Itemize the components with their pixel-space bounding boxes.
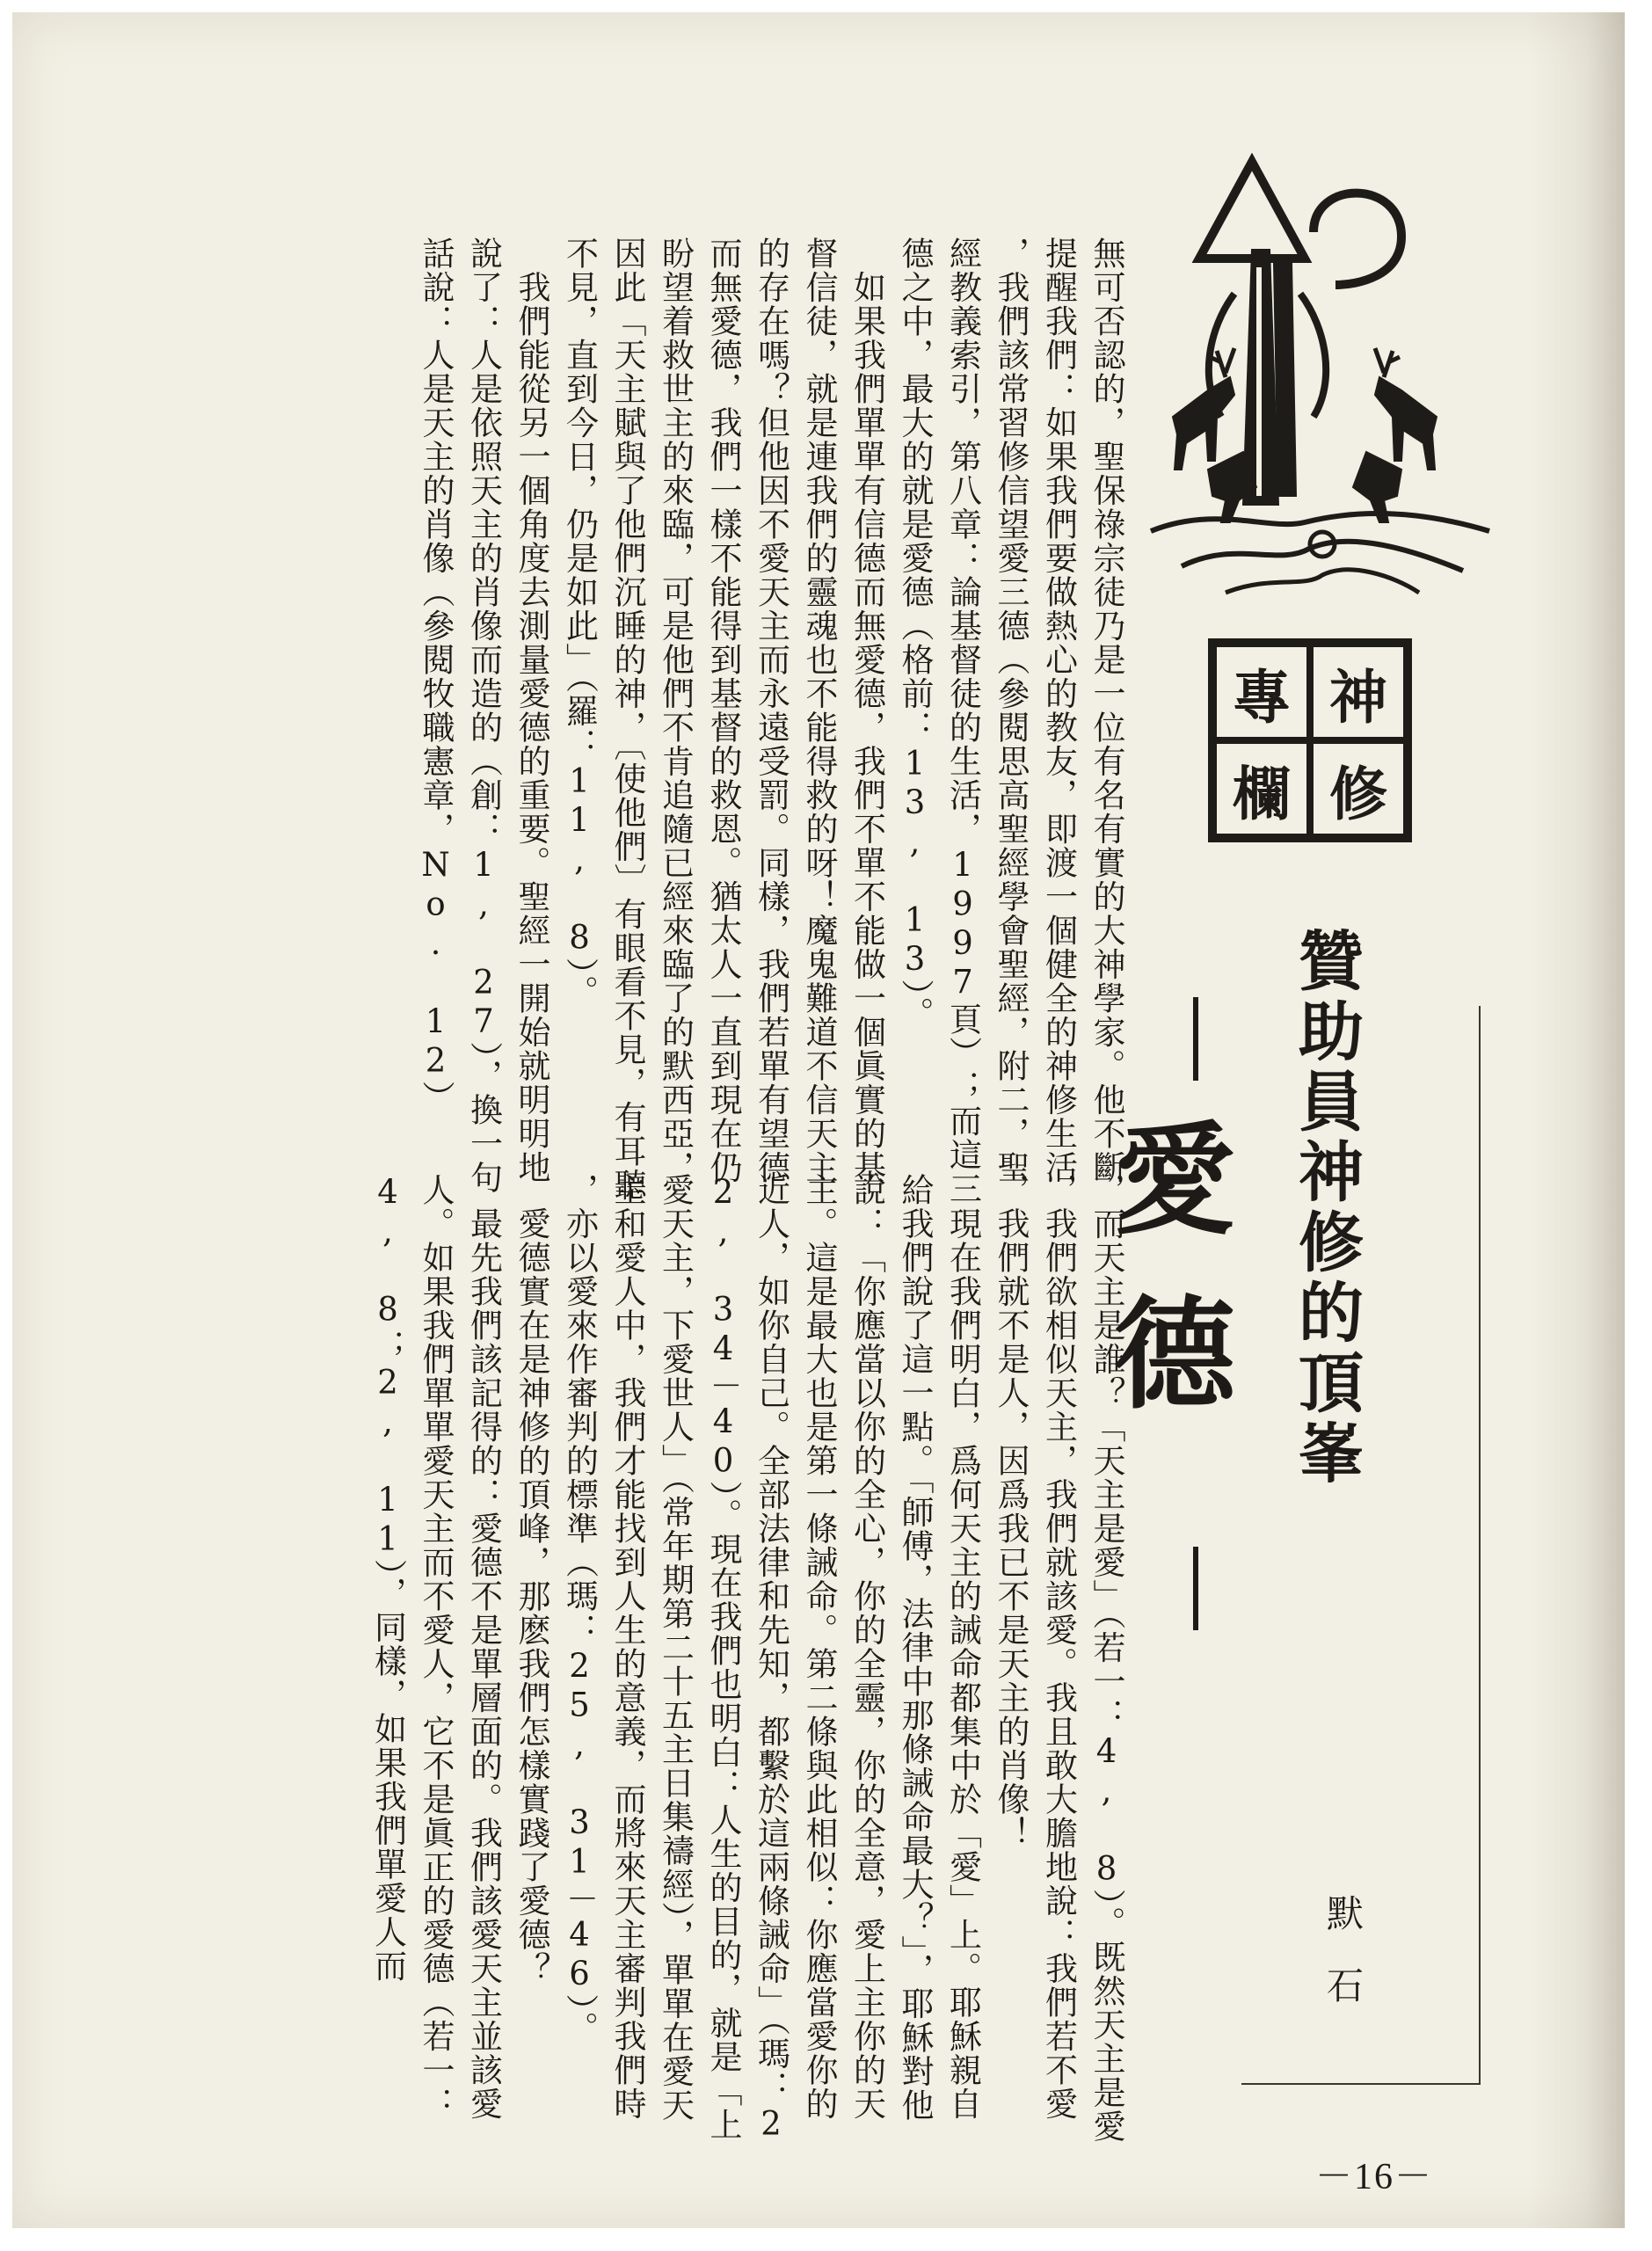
- column-tag-char: 修: [1314, 744, 1403, 834]
- magazine-page: [12, 12, 1625, 2228]
- title-dash-top: [1193, 997, 1198, 1081]
- column-tag-char: 欄: [1217, 744, 1306, 834]
- page-number: －16－: [1314, 2157, 1433, 2197]
- page-binding-shadow: [1528, 12, 1625, 2228]
- article-body-top: 無可否認的，聖保祿宗徒乃是一位有名有實的大神學家。他不斷提醒我們：如果我們要做熱心的教友，即渡一個健全的神修生活，我們該常習修信望愛三德（參閱思高聖經學會聖經，附二，聖經教義索引，第八章：論基督徒的生活，1997頁）；而這三德之中，最大的就是愛德（格前：13, 13）。 如果我們單單有信德而無愛德，我們不單不能做一個眞實的基督信徒，就是連我們的靈魂也不能得救的呀！魔鬼難道不信天主的存在嗎？但他因不愛天主而永遠受罰。同樣，我們若單有望德而無愛德，我們一樣不能得到基督的救恩。猶太人一直到現在仍盼望着救世主的來臨，可是他們不肯追隨已經來臨了的默西亞，因此「天主賦與了他們沉睡的神，〔使他們〕有眼看不見，有耳聽不見，直到今日，仍是如此」（羅：11, 8）。 我們能從另一個角度去測量愛德的重要。聖經一開始就明明地說了：人是依照天主的肖像而造的（創：1, 27），換一句話說：人是天主的肖像（參閱牧職憲章，No. 12）: [417, 237, 1125, 1206]
- column-tag: [1208, 638, 1412, 842]
- column-tag-char: 專: [1217, 647, 1306, 737]
- emblem-trees-and-deer-icon: [1146, 153, 1494, 601]
- column-tag-char: 神: [1314, 647, 1403, 737]
- article-subtitle: 贊助員神修的頂峯: [1288, 927, 1364, 1490]
- article-title: 愛德: [1094, 1116, 1235, 1464]
- title-dash-bottom: [1193, 1547, 1198, 1630]
- article-author: 默石: [1321, 1894, 1365, 2038]
- article-body-bottom: ，而天主是誰？「天主是愛」（若一：4, 8）。既然天主是愛，我們欲相似天主，我們就該愛。我且敢大膽地說：我們若不愛，我們就不是人，因爲我已不是天主的肖像！ 現在我們明白，爲何天主的誡命都集中於「愛」上。耶穌親自給我們說了這一點。「師傅，法律中那條誡命最大？」，耶穌對他說：「你應當以你的全心，你的全靈，你的全意，愛上主你的天主。這是最大也是第一條誡命。第二條與此相似：你應當愛你的近人，如你自己。全部法律和先知，都繫於這兩條誡命」（瑪：22, 34－40）。現在我們也明白：人生的目的，就是「上愛天主，下愛世人」（常年期第二十五主日集禱經），單單在愛天主和愛人中，我們才能找到人生的意義，而將來天主審判我們時，亦以愛來作審判的標準（瑪：25, 31－46）。 愛德實在是神修的頂峰，那麽我們怎樣實踐了愛德？ 最先我們該記得的：愛德不是單層面的。我們該愛天主並該愛人。如果我們單單愛天主而不愛人，它不是眞正的愛德（若一：4, 8；2, 11），同樣，如果我們單愛人而: [368, 1173, 1125, 2144]
